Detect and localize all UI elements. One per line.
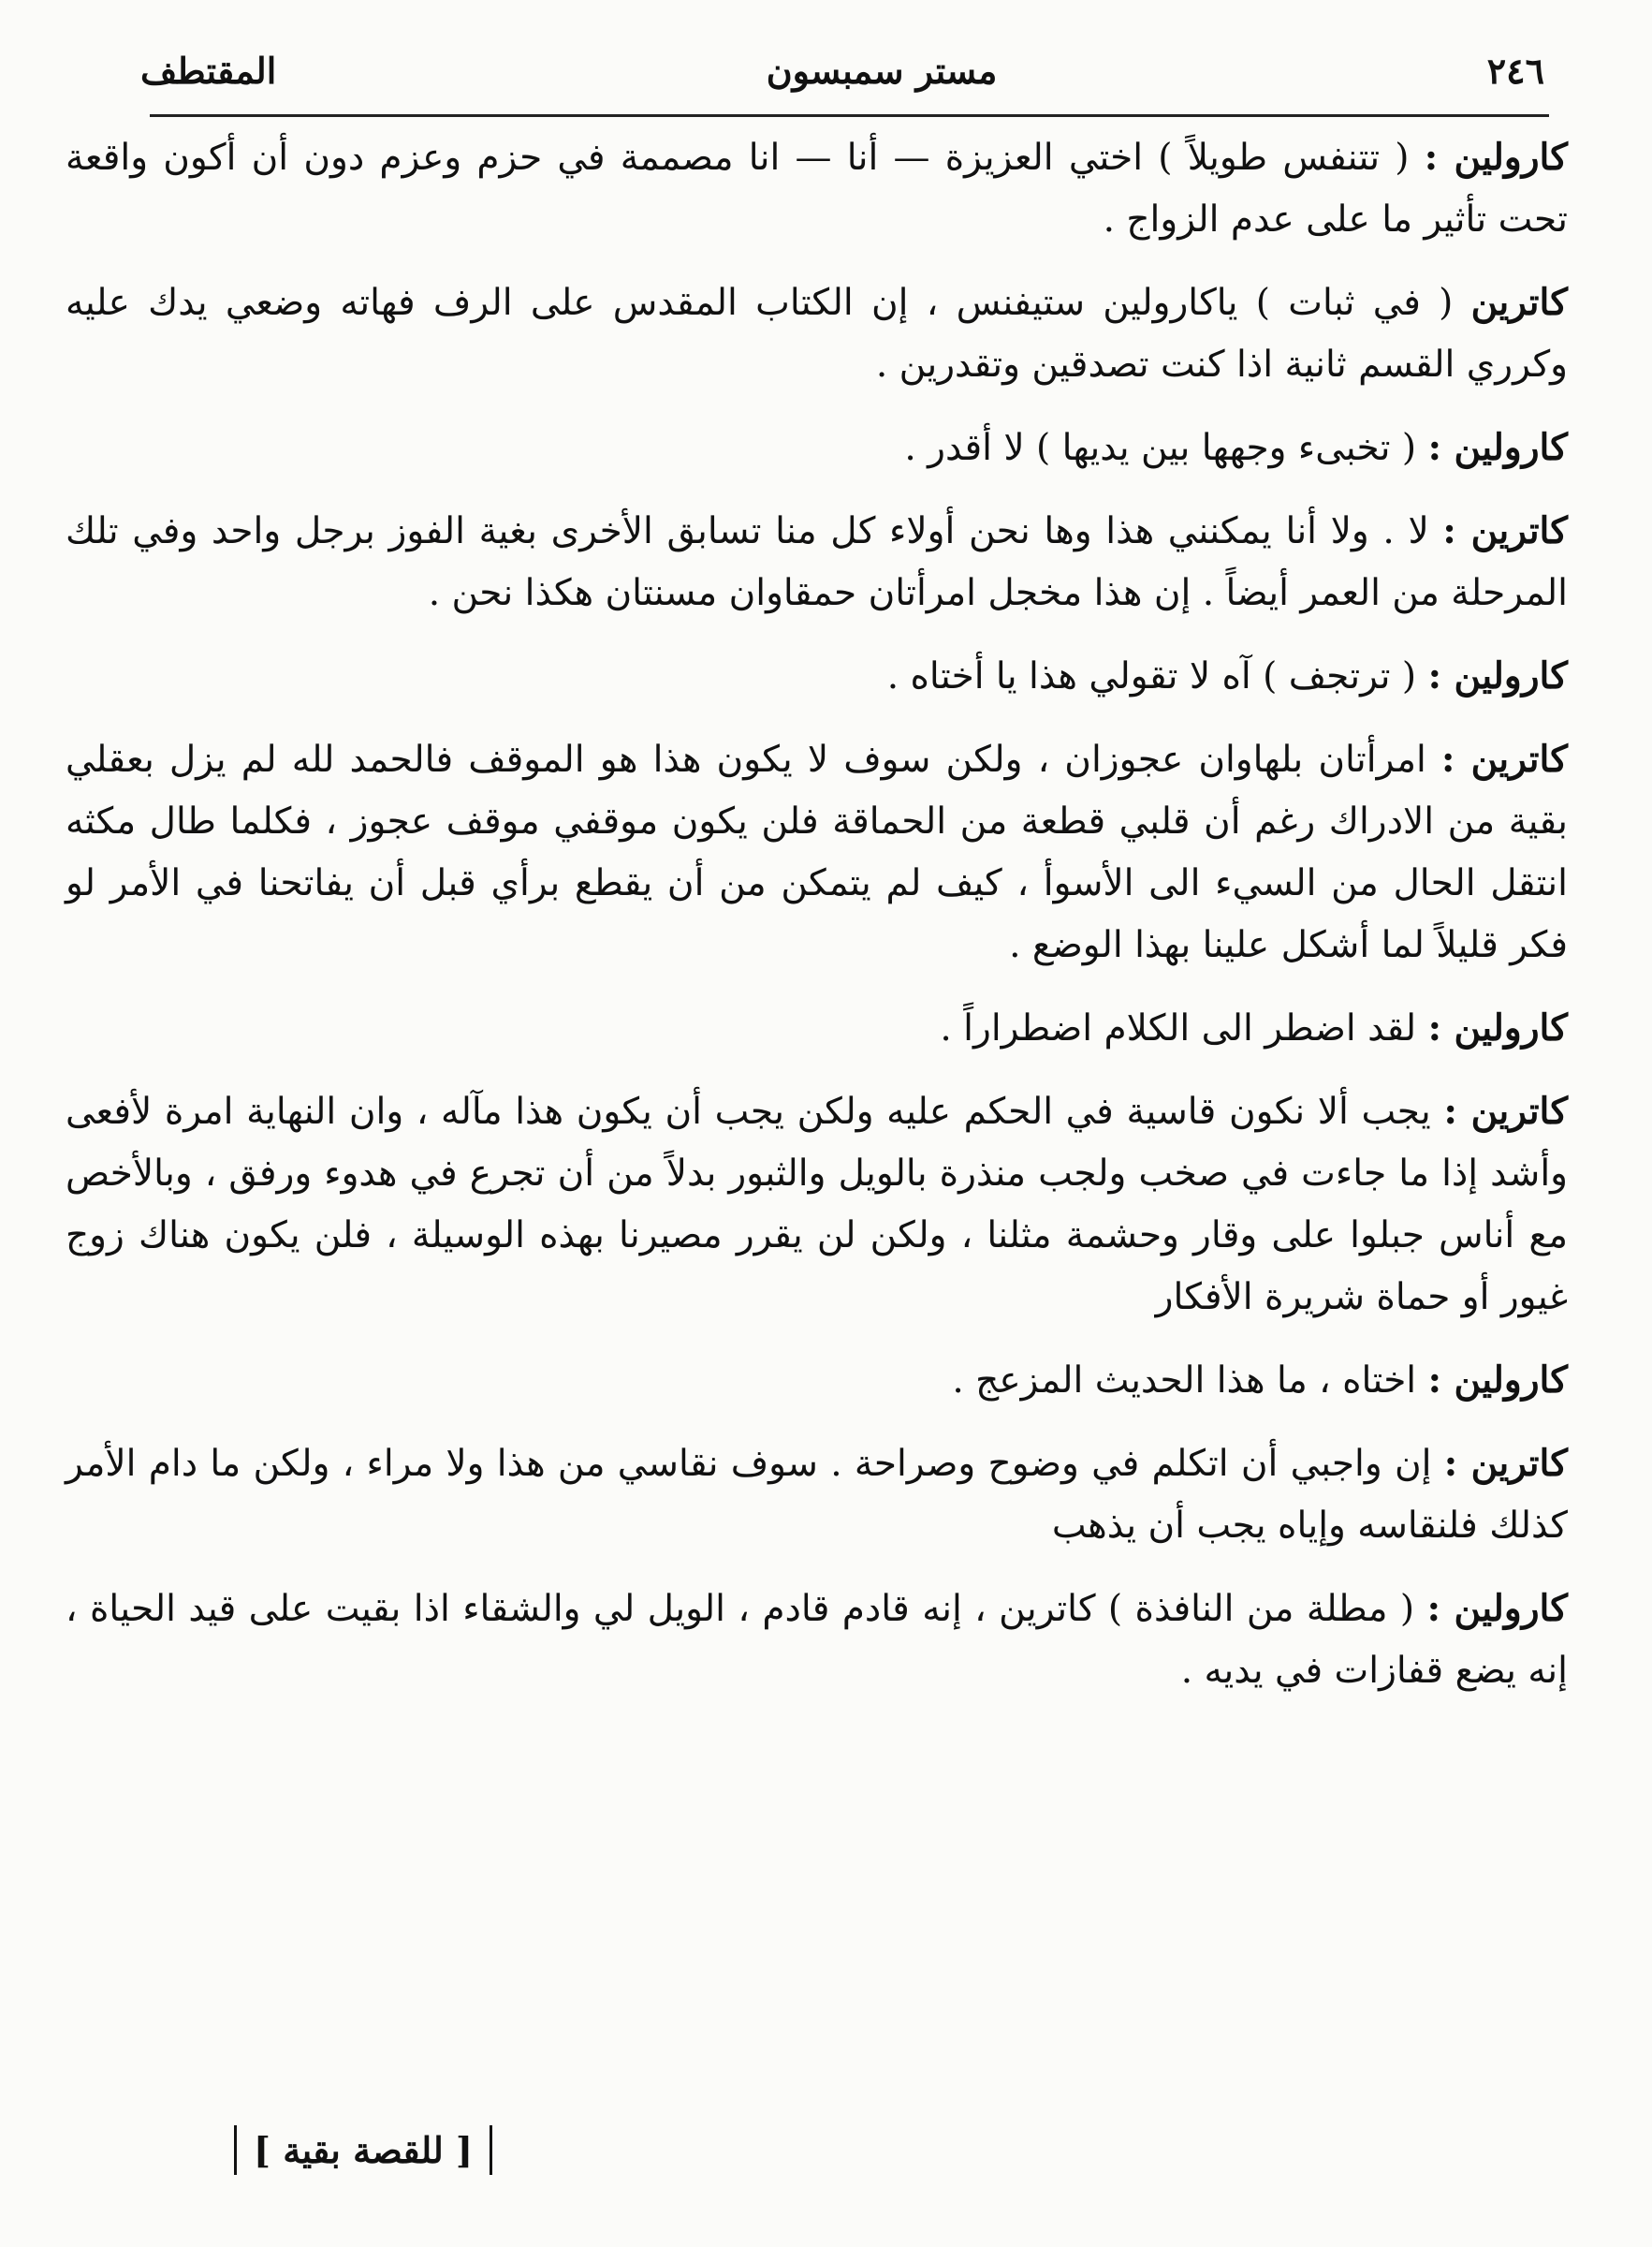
dialogue-line: [66, 728, 1568, 977]
header-rule: [150, 114, 1549, 117]
speech-text: ( في ثبات ) ياكارولين ستيفنس ، إن الكتاب المقدس على الرف فهاته وضعي يدك عليه وكرري القسم ثانية اذا كنت تصدقين وتقدرين .: [66, 282, 1568, 386]
speaker-name: كارولين :: [1427, 426, 1568, 469]
dialogue-line: [66, 645, 1568, 708]
speaker-name: كاترين :: [1442, 509, 1568, 552]
speaker-name: كاترين :: [1440, 738, 1568, 781]
article-title: مستر سمبسون: [766, 49, 998, 92]
speech-text: لا . ولا أنا يمكنني هذا وها نحن أولاء كل منا تسابق الأخرى بغية الفوز برجل واحد وفي تلك المرحلة من العمر أيضاً . إن هذا مخجل امرأتان حمقاوان مسنتان هكذا نحن .: [66, 510, 1568, 614]
speech-text: امرأتان بلهاوان عجوزان ، ولكن سوف لا يكون هذا هو الموقف فالحمد لله لم يزل بعقلي بقية من الادراك رغم أن قلبي قطعة من الحماقة فلن يكون موقفي موقف عجوز ، فكلما طال مكثه انتقل الحال من السيء الى الأسوأ ، كيف لم يتمكن من أن يقطع برأي قبل أن يفاتحنا في الأمر لو فكر قليلاً لما أشكل علينا بهذا الوضع .: [66, 739, 1568, 966]
speaker-name: كارولين :: [1427, 1006, 1568, 1050]
speaker-name: كارولين :: [1424, 136, 1568, 179]
speech-text: إن واجبي أن اتكلم في وضوح وصراحة . سوف نقاسي من هذا ولا مراء ، ولكن ما دام الأمر كذلك فلنقاسه وإياه يجب أن يذهب: [66, 1443, 1568, 1547]
dialogue-line: [66, 272, 1568, 396]
speaker-name: كاترين :: [1443, 1442, 1568, 1485]
dialogue-line: [66, 1080, 1568, 1329]
speech-text: يجب ألا نكون قاسية في الحكم عليه ولكن يجب أن يكون هذا مآله ، وان النهاية امرة لأفعى وأشد إذا ما جاءت في صخب ولجب منذرة بالويل والثبور بدلاً من أن تجرع في هدوء ورفق ، وبالأخص مع أناس جبلوا على وقار وحشمة مثلنا ، ولكن لن يقرر مصيرنا بهذه الوسيلة ، فلن يكون هناك زوج غيور أو حماة شريرة الأفكار: [66, 1091, 1568, 1318]
speaker-name: كاترين: [1470, 281, 1568, 324]
speech-text: ( ترتجف ) آه لا تقولي هذا يا أختاه .: [886, 655, 1417, 698]
to-be-continued-note: [ للقصة بقية ]: [234, 2125, 492, 2175]
speech-text: اختاه ، ما هذا الحديث المزعج .: [952, 1359, 1417, 1402]
speaker-name: كارولين :: [1426, 1587, 1568, 1630]
speaker-name: كارولين :: [1427, 654, 1568, 698]
speech-text: لقد اضطر الى الكلام اضطراراً .: [940, 1007, 1417, 1050]
dialogue-line: [66, 1578, 1568, 1702]
speech-text: ( تتنفس طويلاً ) اختي العزيزة — أنا — انا مصممة في حزم وعزم دون أن أكون واقعة تحت تأثير ما على عدم الزواج .: [66, 137, 1568, 241]
dialogue-line: [66, 500, 1568, 624]
page-number: ٢٤٦: [1486, 49, 1544, 92]
speaker-name: كاترين :: [1443, 1090, 1569, 1133]
dialogue-line: [66, 126, 1568, 251]
speaker-name: كارولين :: [1427, 1358, 1568, 1402]
dialogue-line: [66, 997, 1568, 1060]
dialogue-line: [66, 1432, 1568, 1557]
running-head: [140, 37, 1544, 103]
dialogue-body: [66, 126, 1568, 1723]
dialogue-line: [66, 417, 1568, 479]
speech-text: ( تخبىء وجهها بين يديها ) لا أقدر .: [904, 427, 1417, 469]
speech-text: ( مطلة من النافذة ) كاترين ، إنه قادم قادم ، الويل لي والشقاء اذا بقيت على قيد الحياة ، إنه يضع قفازات في يديه .: [66, 1588, 1568, 1692]
journal-name: المقتطف: [140, 49, 277, 92]
dialogue-line: [66, 1349, 1568, 1412]
